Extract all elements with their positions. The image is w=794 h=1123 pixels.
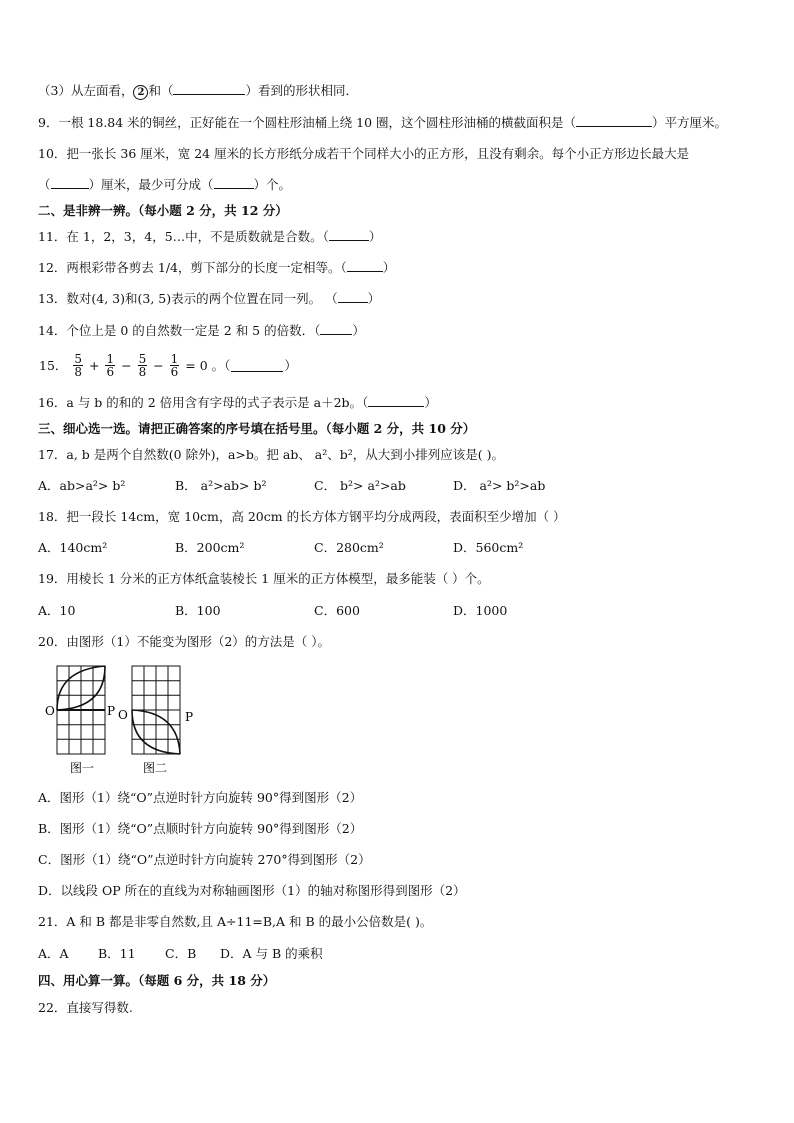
option-a[interactable]: A．140cm² xyxy=(38,540,108,555)
caption-figure-1: 图一 xyxy=(70,761,95,775)
option-b[interactable]: B．图形（1）绕“O”点顺时针方向旋转 90°得到图形（2） xyxy=(38,821,363,836)
option-a[interactable]: A．图形（1）绕“O”点逆时针方向旋转 90°得到图形（2） xyxy=(38,790,363,805)
option-d[interactable]: D．1000 xyxy=(453,603,508,618)
fraction: $\frac{5}{8}$ xyxy=(138,352,147,379)
option-a[interactable]: A．ab>a²> b² xyxy=(38,478,126,493)
option-d[interactable]: D．560cm² xyxy=(453,540,524,555)
option-b[interactable]: B．11 xyxy=(98,946,136,961)
answer-blank[interactable] xyxy=(320,322,352,335)
question-10: 10．把一张长 36 厘米，宽 24 厘米的长方形纸分成若干个同样大小的正方形，且没有剩余。每个小正方形边长最大是 xyxy=(38,146,690,161)
question-17: 17．a, b 是两个自然数(0 除外)，a>b。把 ab、 a²、b²，从大到小排列应该是( )。 xyxy=(38,447,504,462)
question-21: 21．A 和 B 都是非零自然数,且 A÷11=B,A 和 B 的最小公倍数是( )。 xyxy=(38,914,433,929)
answer-blank[interactable] xyxy=(231,359,283,372)
section-3-heading: 三、细心选一选。请把正确答案的序号填在括号里。（每小题 2 分，共 10 分） xyxy=(38,421,476,436)
option-c[interactable]: C．图形（1）绕“O”点逆时针方向旋转 270°得到图形（2） xyxy=(38,852,371,867)
fraction: $\frac{5}{8}$ xyxy=(74,352,83,379)
section-2-heading: 二、是非辨一辨。（每小题 2 分，共 12 分） xyxy=(38,203,288,218)
question-20: 20．由图形（1）不能变为图形（2）的方法是（ ）。 xyxy=(38,634,331,649)
option-d[interactable]: D．以线段 OP 所在的直线为对称轴画图形（1）的轴对称图形得到图形（2） xyxy=(38,883,466,898)
option-d[interactable]: D．A 与 B 的乘积 xyxy=(220,946,323,961)
question-19: 19．用棱长 1 分米的正方体纸盒装棱长 1 厘米的正方体模型，最多能装（ ）个。 xyxy=(38,571,490,586)
label-o-figure-1: O xyxy=(45,704,55,718)
answer-blank[interactable] xyxy=(576,114,652,127)
option-d[interactable]: D． a²> b²>ab xyxy=(453,478,546,493)
option-b[interactable]: B． a²>ab> b² xyxy=(175,478,267,493)
question-8-3: （3）从左面看， 2 和（ ）看到的形状相同． xyxy=(38,83,358,98)
section-4-heading: 四、用心算一算。（每题 6 分，共 18 分） xyxy=(38,973,276,988)
answer-blank[interactable] xyxy=(338,290,368,303)
question-16: 16．a 与 b 的和的 2 倍用含有字母的式子表示是 a＋2b。（ ） xyxy=(38,395,437,410)
option-c[interactable]: C．280cm² xyxy=(314,540,384,555)
question-9: 9．一根 18.84 米的铜丝，正好能在一个圆柱形油桶上绕 10 圈，这个圆柱形油桶的横截面积是（ ）平方厘米。 xyxy=(38,115,728,130)
answer-blank[interactable] xyxy=(329,228,369,241)
label-o-figure-2: O xyxy=(118,708,128,722)
option-a[interactable]: A．10 xyxy=(38,603,76,618)
question-13: 13．数对(4, 3)和(3, 5)表示的两个位置在同一列。 （ ） xyxy=(38,291,381,306)
option-a[interactable]: A．A xyxy=(38,946,69,961)
question-22: 22．直接写得数. xyxy=(38,1000,133,1015)
answer-blank[interactable] xyxy=(347,259,383,272)
answer-blank[interactable] xyxy=(368,394,424,407)
option-b[interactable]: B．100 xyxy=(175,603,221,618)
answer-blank[interactable] xyxy=(214,176,254,189)
question-12: 12．两根彩带各剪去 1/4，剪下部分的长度一定相等。（ ） xyxy=(38,260,396,275)
question-10-continued: （ ）厘米，最少可分成（ ）个。 xyxy=(38,177,292,192)
question-18: 18．把一段长 14cm，宽 10cm，高 20cm 的长方体方钢平均分成两段，表面积至少增加（ ） xyxy=(38,509,566,524)
circled-number: 2 xyxy=(133,85,148,100)
question-14: 14．个位上是 0 的自然数一定是 2 和 5 的倍数．（ ） xyxy=(38,323,365,338)
label-p-figure-2: P xyxy=(185,710,194,724)
option-c[interactable]: C． b²> a²>ab xyxy=(314,478,406,493)
option-c[interactable]: C．B xyxy=(165,946,197,961)
fraction: $\frac{1}{6}$ xyxy=(170,352,179,379)
caption-figure-2: 图二 xyxy=(143,761,168,775)
option-b[interactable]: B．200cm² xyxy=(175,540,245,555)
option-c[interactable]: C．600 xyxy=(314,603,360,618)
label-p-figure-1: P xyxy=(107,704,116,718)
question-15: 15． $\frac{5}{8}$ + $\frac{1}{6}$ − $\frac{5}{8}$ − $\frac{1}{6}$ = 0 。（ ） xyxy=(39,352,297,379)
rotation-figure xyxy=(38,660,208,780)
answer-blank[interactable] xyxy=(51,176,89,189)
question-11: 11．在 1，2，3，4，5…中，不是质数就是合数。（ ） xyxy=(38,229,382,244)
answer-blank[interactable] xyxy=(173,82,245,95)
fraction: $\frac{1}{6}$ xyxy=(106,352,115,379)
